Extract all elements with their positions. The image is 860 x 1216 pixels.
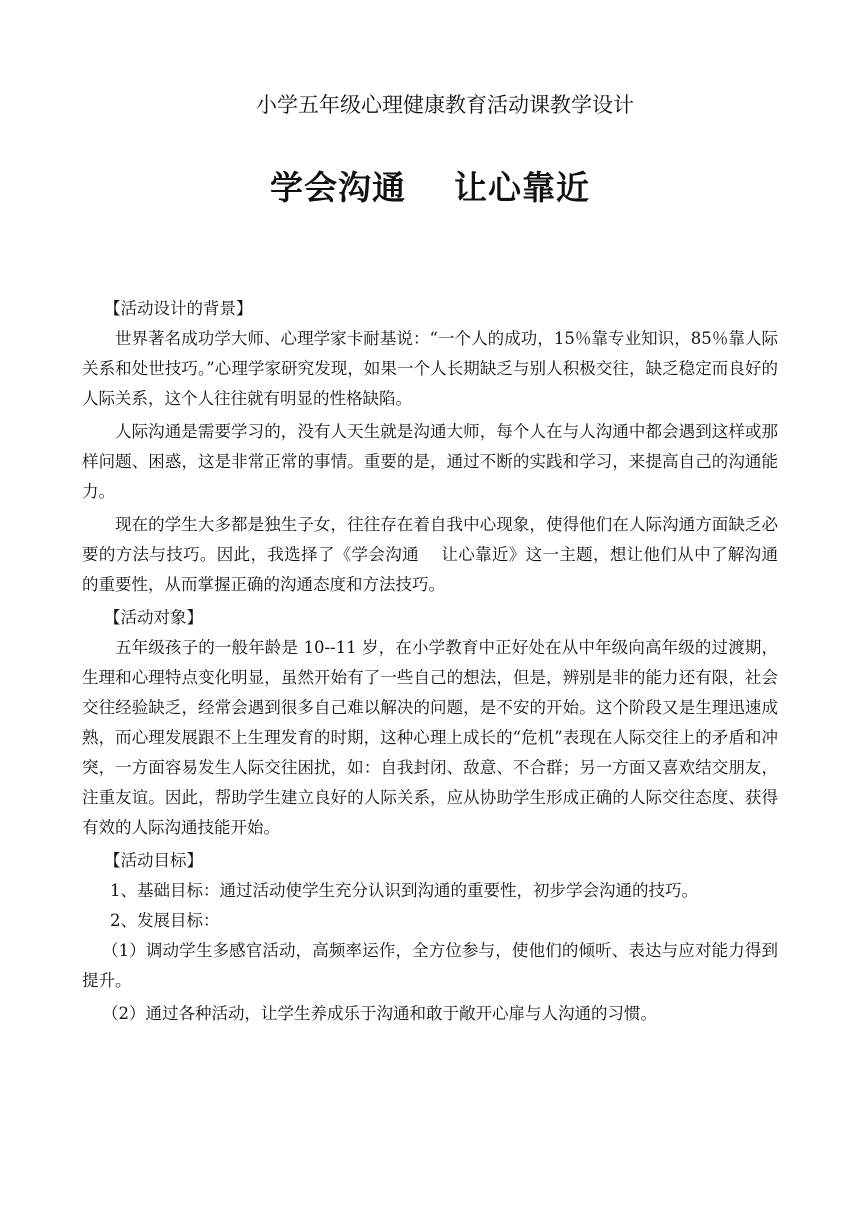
title-part-2: 让心靠近: [454, 168, 590, 207]
goal-item-2: 2、发展目标：: [110, 911, 220, 930]
section-heading-audience: 【活动对象】: [104, 608, 203, 627]
document-title: [82, 168, 778, 208]
background-paragraph-3: 现在的学生大多都是独生子女，往往存在着自我中心现象，使得他们在人际沟通方面缺乏必要的方法与技巧。因此，我选择了《学会沟通 让心靠近》这一主题，想让他们从中了解沟通的重要性，从而掌握正确的沟通态度和方法技巧。: [82, 515, 778, 594]
background-paragraph-1: 世界著名成功学大师、心理学家卡耐基说：“一个人的成功，15％靠专业知识，85％靠人际关系和处世技巧。”心理学家研究发现，如果一个人长期缺乏与别人积极交往，缺乏稳定而良好的人际关系，这个人往往就有明显的性格缺陷。: [82, 329, 778, 408]
audience-paragraph: 五年级孩子的一般年龄是 10--11 岁，在小学教育中正好处在从中年级向高年级的过渡期，生理和心理特点变化明显，虽然开始有了一些自己的想法，但是，辨别是非的能力还有限，社会交往经验缺乏，经常会遇到很多自己难以解决的问题，是不安的开始。这个阶段又是生理迅速成熟，而心理发展跟不上生理发育的时期，这种心理上成长的“危机”表现在人际交往上的矛盾和冲突，一方面容易发生人际交往困扰，如：自我封闭、敌意、不合群；另一方面又喜欢结交朋友，注重友谊。因此，帮助学生建立良好的人际关系，应从协助学生形成正确的人际交往态度、获得有效的人际沟通技能开始。: [82, 638, 778, 837]
background-paragraph-2: 人际沟通是需要学习的，没有人天生就是沟通大师，每个人在与人沟通中都会遇到这样或那样问题、困惑，这是非常正常的事情。重要的是，通过不断的实践和学习，来提高自己的沟通能力。: [82, 422, 778, 501]
document-body: [82, 294, 778, 1029]
section-heading-goals: 【活动目标】: [104, 851, 203, 870]
document-subtitle: 小学五年级心理健康教育活动课教学设计: [256, 93, 634, 117]
title-part-1: 学会沟通: [270, 168, 406, 207]
section-heading-background: 【活动设计的背景】: [104, 299, 253, 318]
goal-subitem-1: （1）调动学生多感官活动，高频率运作，全方位参与，使他们的倾听、表达与应对能力得到提升。: [82, 941, 778, 990]
goal-subitem-2: （2）通过各种活动，让学生养成乐于沟通和敢于敞开心扉与人沟通的习惯。: [102, 1004, 657, 1023]
goal-item-1: 1、基础目标：通过活动使学生充分认识到沟通的重要性，初步学会沟通的技巧。: [110, 881, 698, 900]
